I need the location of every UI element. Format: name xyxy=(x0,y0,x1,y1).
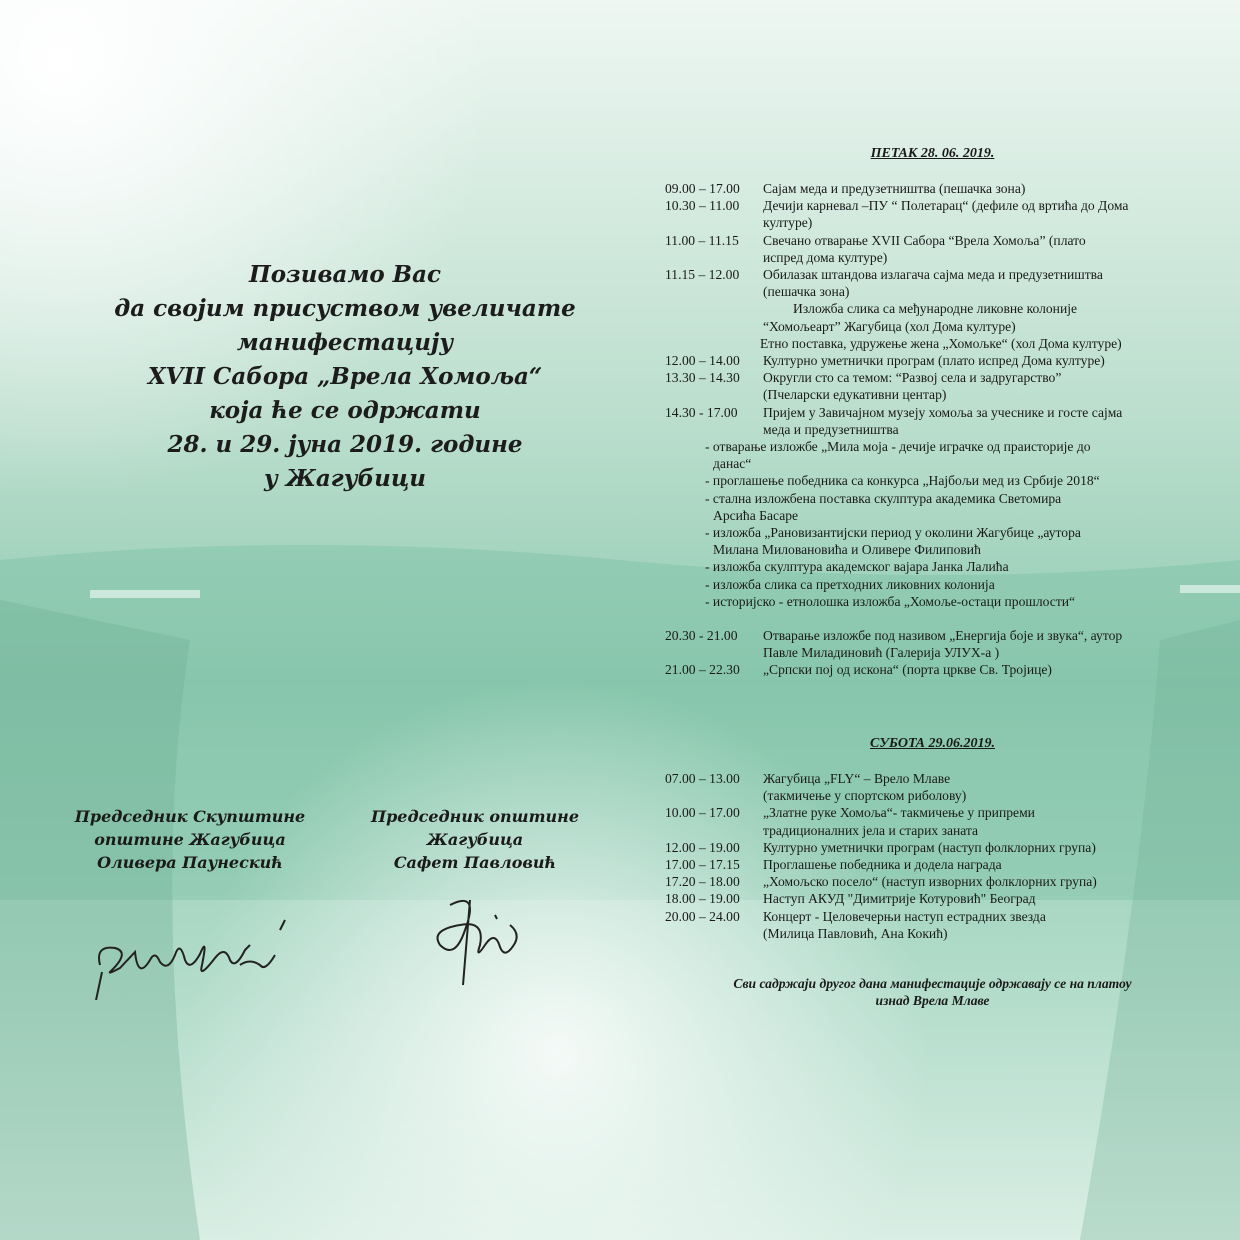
exhibition-item: - изложба слика са претходних ликовних колонија xyxy=(705,576,995,592)
event-desc: Обилазак штандова излагача сајма меда и предузетништва xyxy=(763,267,1103,283)
event-desc: (Пчеларски едукативни центар) xyxy=(763,387,947,403)
event-time: 17.00 – 17.15 xyxy=(665,857,740,873)
friday-schedule xyxy=(665,180,1200,679)
event-time: 11.00 – 11.15 xyxy=(665,232,739,248)
event-desc: (такмичење у спортском риболову) xyxy=(763,788,967,804)
exhibition-item: - изложба „Рановизантијски период у околини Жагубице „аутора xyxy=(705,525,1081,541)
event-time: 14.30 - 17.00 xyxy=(665,404,738,420)
exhibition-item: - историјско - етнолошка изложба „Хомоље-остаци прошлости“ xyxy=(705,593,1076,609)
schedule-row xyxy=(665,266,1200,300)
schedule-row xyxy=(665,369,1200,403)
schedule-row xyxy=(665,770,1200,804)
schedule-row xyxy=(665,352,1200,369)
schedule-row xyxy=(665,661,1200,678)
event-desc: Свечано отварање XVII Сабора “Врела Хомоља” (плато xyxy=(763,232,1086,248)
schedule-row xyxy=(665,890,1200,907)
exhibition-item: Арсића Басаре xyxy=(713,507,799,523)
invitation-line: у Жагубици xyxy=(263,465,427,492)
closing-line: изнад Врела Млаве xyxy=(875,993,990,1008)
event-time: 13.30 – 14.30 xyxy=(665,370,740,386)
event-desc: Жагубица „FLY“ – Врело Млаве xyxy=(763,771,951,786)
event-desc: Концерт - Целовечерњи наступ естрадних звезда xyxy=(763,908,1046,924)
schedule-row xyxy=(665,856,1200,873)
signatory-assembly-president xyxy=(60,805,320,874)
event-desc: Округли сто са темом: “Развој села и задругарство” xyxy=(763,370,1062,386)
exhibitions-list xyxy=(665,438,1200,610)
signatory-municipality-president xyxy=(345,805,605,874)
schedule-row xyxy=(665,873,1200,890)
event-desc: “Хомољеарт” Жагубица (хол Дома културе) xyxy=(763,318,1016,334)
event-desc: „Српски пој од искона“ (порта цркве Св. Тројице) xyxy=(763,662,1052,678)
event-desc: Павле Миладиновић (Галерија УЛУХ-а ) xyxy=(763,645,1000,661)
schedule-row xyxy=(665,197,1200,231)
event-desc: Етно поставка, удружење жена „Хомољке“ (хол Дома културе) xyxy=(760,335,1122,351)
event-time: 07.00 – 13.00 xyxy=(665,771,740,786)
exhibition-item: - стална изложбена поставка скулптура академика Светомира xyxy=(705,490,1062,506)
invitation-line: XVII Сабора „Врела Хомоља“ xyxy=(147,363,543,390)
closing-note xyxy=(665,975,1200,1009)
event-desc: традиционалних јела и старих заната xyxy=(763,822,979,838)
signatory-title: Председник Скупштине xyxy=(74,807,306,826)
signatory-title: Председник општине xyxy=(371,807,579,826)
event-time: 12.00 – 14.00 xyxy=(665,353,740,369)
exhibition-item: данас“ xyxy=(713,456,752,472)
signatory-title: Жагубица xyxy=(426,830,524,849)
schedule-row xyxy=(665,180,1200,197)
event-desc: Пријем у Завичајном музеју хомоља за учеснике и госте сајма xyxy=(763,404,1123,420)
event-desc: Културно уметнички програм (плато испред Дома културе) xyxy=(763,353,1105,369)
exhibition-item: - отварање изложбе „Мила моја - дечије играчке од праисторије до xyxy=(705,439,1091,455)
signature-1 xyxy=(90,910,310,1000)
event-desc: Сајам меда и предузетништва (пешачка зона) xyxy=(763,181,1026,196)
friday-title: ПЕТАК 28. 06. 2019. xyxy=(870,146,995,161)
schedule-row xyxy=(665,839,1200,856)
event-desc: Отварање изложбе под називом „Енергија боје и звука“, аутор xyxy=(763,628,1123,644)
signatory-name: Сафет Павловић xyxy=(393,853,557,872)
event-desc: Проглашење победника и додела награда xyxy=(763,857,1002,873)
schedule-row xyxy=(665,804,1200,838)
invitation-line: да својим присуством увеличате xyxy=(114,295,576,322)
invitation-line: која ће се одржати xyxy=(209,397,481,424)
saturday-title: СУБОТА 29.06.2019. xyxy=(870,736,995,751)
event-time: 17.20 – 18.00 xyxy=(665,874,740,890)
schedule-row xyxy=(665,908,1200,942)
event-desc: Изложба слика са међународне ликовне колоније xyxy=(793,301,1078,317)
saturday-schedule xyxy=(665,770,1200,942)
invitation-line: 28. и 29. јуна 2019. године xyxy=(167,431,523,458)
event-desc: (Милица Павловић, Ана Кокић) xyxy=(763,925,948,941)
event-desc: културе) xyxy=(763,215,813,231)
exhibition-item: - изложба скулптура академског вајара Јанка Лалића xyxy=(705,559,1009,575)
event-time: 10.30 – 11.00 xyxy=(665,198,740,214)
signatory-title: општине Жагубица xyxy=(94,830,286,849)
event-time: 18.00 – 19.00 xyxy=(665,891,740,907)
event-desc: „Златне руке Хомоља“- такмичење у припреми xyxy=(763,805,1035,821)
event-desc: Наступ АКУД "Димитрије Котуровић" Београд xyxy=(763,891,1036,907)
event-desc: „Хомољско посело“ (наступ изворних фолклорних група) xyxy=(763,874,1097,890)
event-time: 11.15 – 12.00 xyxy=(665,267,740,283)
event-time: 20.00 – 24.00 xyxy=(665,908,740,924)
signatory-name: Оливера Паунескић xyxy=(97,853,283,872)
invitation-text xyxy=(95,258,595,496)
event-desc: испред дома културе) xyxy=(763,249,888,265)
signature-2 xyxy=(425,885,535,995)
event-desc: (пешачка зона) xyxy=(763,284,850,300)
schedule-row xyxy=(665,232,1200,266)
event-time: 20.30 - 21.00 xyxy=(665,628,738,644)
closing-line: Сви садржаји другог дана манифестације одржавају се на платоу xyxy=(733,976,1132,991)
event-time: 09.00 – 17.00 xyxy=(665,181,740,196)
exhibition-item: Милана Миловановића и Оливере Филиповић xyxy=(713,542,981,558)
event-time: 10.00 – 17.00 xyxy=(665,805,740,821)
event-time: 12.00 – 19.00 xyxy=(665,839,740,855)
schedule-row xyxy=(665,627,1200,661)
schedule-row xyxy=(665,404,1200,438)
invitation-line: манифестацију xyxy=(236,329,454,356)
event-time: 21.00 – 22.30 xyxy=(665,662,740,678)
invitation-line: Позивамо Вас xyxy=(248,261,442,288)
event-desc: Дечији карневал –ПУ “ Полетарац“ (дефиле од вртића до Дома xyxy=(763,198,1129,214)
event-desc: меда и предузетништва xyxy=(763,421,899,437)
event-desc: Културно уметнички програм (наступ фолклорних група) xyxy=(763,839,1096,855)
exhibition-item: - проглашење победника са конкурса „Најбољи мед из Србије 2018“ xyxy=(705,473,1100,489)
